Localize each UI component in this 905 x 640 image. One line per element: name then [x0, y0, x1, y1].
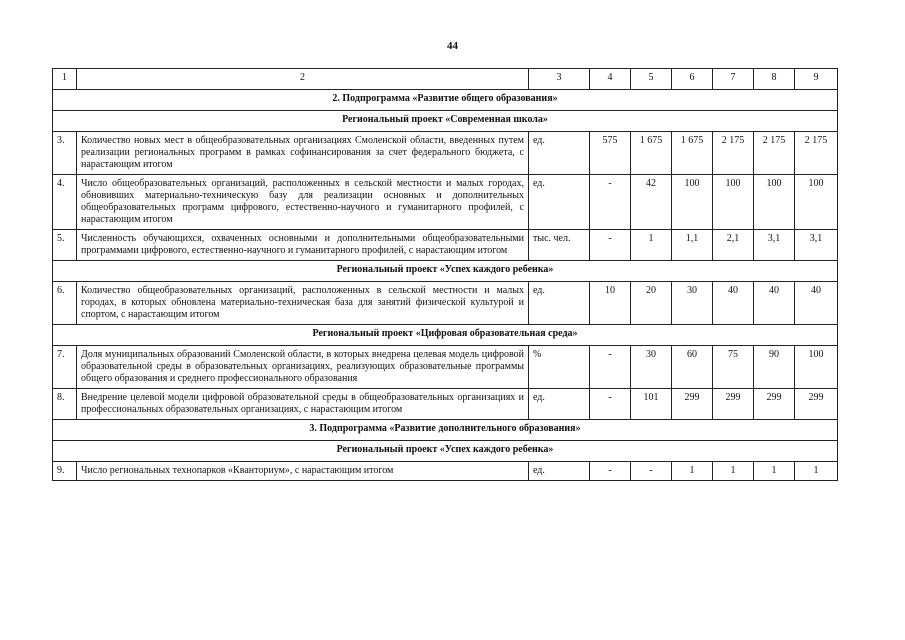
section-title: 2. Подпрограмма «Развитие общего образования» — [53, 90, 838, 111]
table-row — [53, 230, 838, 261]
indicator-value: 299 — [713, 389, 754, 420]
table-row — [53, 132, 838, 175]
unit-of-measure: ед. — [529, 282, 590, 325]
indicator-description: Количество новых мест в общеобразовательных организациях Смоленской области, введенных путем реализации региональных программ в рамках софинансирования за счет федерального бюджета, с нарастающим итогом — [77, 132, 529, 175]
unit-of-measure: ед. — [529, 132, 590, 175]
header-cell: 5 — [631, 69, 672, 90]
section-row — [53, 325, 838, 346]
indicator-value: 1 — [672, 462, 713, 481]
section-title: Региональный проект «Современная школа» — [53, 111, 838, 132]
header-row — [53, 69, 838, 90]
indicator-value: 40 — [713, 282, 754, 325]
unit-of-measure: ед. — [529, 462, 590, 481]
row-number: 5. — [53, 230, 77, 261]
indicator-description: Число общеобразовательных организаций, расположенных в сельской местности и малых городах, обновивших материально-техническую базу для реализации основных и дополнительных общеобразовательных программ цифрового, естественно-научного и гуманитарного профилей, с нарастающим итогом — [77, 175, 529, 230]
indicator-value: 2,1 — [713, 230, 754, 261]
indicator-value: 3,1 — [795, 230, 838, 261]
section-title: Региональный проект «Успех каждого ребенка» — [53, 261, 838, 282]
unit-of-measure: % — [529, 346, 590, 389]
indicator-value: 101 — [631, 389, 672, 420]
header-cell: 4 — [590, 69, 631, 90]
indicator-description: Доля муниципальных образований Смоленской области, в которых внедрена целевая модель цифровой образовательной среды в образовательных организациях, реализующих образовательные программы общего образования и среднего профессионального образования — [77, 346, 529, 389]
header-cell: 6 — [672, 69, 713, 90]
indicator-value: 1 — [795, 462, 838, 481]
indicator-value: 1 675 — [672, 132, 713, 175]
indicator-value: 3,1 — [754, 230, 795, 261]
indicator-value: 42 — [631, 175, 672, 230]
indicator-value: 100 — [754, 175, 795, 230]
section-row — [53, 441, 838, 462]
indicator-value: 100 — [713, 175, 754, 230]
indicator-value: 75 — [713, 346, 754, 389]
unit-of-measure: ед. — [529, 389, 590, 420]
header-cell: 1 — [53, 69, 77, 90]
indicator-value: 575 — [590, 132, 631, 175]
indicator-value: 10 — [590, 282, 631, 325]
indicator-value: 299 — [754, 389, 795, 420]
page-number: 44 — [447, 40, 458, 52]
indicator-value: 100 — [672, 175, 713, 230]
row-number: 4. — [53, 175, 77, 230]
indicator-value: 2 175 — [795, 132, 838, 175]
section-row — [53, 261, 838, 282]
indicator-description: Количество общеобразовательных организаций, расположенных в сельской местности и малых городах, в которых обновлена материально-техническая база для занятий физической культурой и спортом, с нарастающим итогом — [77, 282, 529, 325]
unit-of-measure: тыс. чел. — [529, 230, 590, 261]
indicator-value: - — [590, 462, 631, 481]
indicator-value: 1 — [754, 462, 795, 481]
indicator-value: 40 — [754, 282, 795, 325]
header-cell: 7 — [713, 69, 754, 90]
section-title: 3. Подпрограмма «Развитие дополнительного образования» — [53, 420, 838, 441]
indicator-value: - — [590, 389, 631, 420]
header-cell: 3 — [529, 69, 590, 90]
unit-of-measure: ед. — [529, 175, 590, 230]
section-row — [53, 90, 838, 111]
indicator-value: 30 — [631, 346, 672, 389]
indicator-value: 1,1 — [672, 230, 713, 261]
indicator-value: 40 — [795, 282, 838, 325]
table-row — [53, 346, 838, 389]
row-number: 3. — [53, 132, 77, 175]
indicator-value: 2 175 — [713, 132, 754, 175]
indicator-value: - — [590, 346, 631, 389]
indicator-value: - — [590, 230, 631, 261]
indicator-description: Внедрение целевой модели цифровой образовательной среды в общеобразовательных организациях и профессиональных образовательных организациях, с нарастающим итогом — [77, 389, 529, 420]
row-number: 8. — [53, 389, 77, 420]
header-cell: 9 — [795, 69, 838, 90]
indicator-value: 100 — [795, 175, 838, 230]
indicator-value: 100 — [795, 346, 838, 389]
indicators-table — [52, 68, 838, 481]
indicator-value: 1 — [713, 462, 754, 481]
table-row — [53, 389, 838, 420]
table-row — [53, 462, 838, 481]
header-cell: 2 — [77, 69, 529, 90]
indicator-description: Число региональных технопарков «Кванториум», с нарастающим итогом — [77, 462, 529, 481]
section-title: Региональный проект «Успех каждого ребенка» — [53, 441, 838, 462]
row-number: 9. — [53, 462, 77, 481]
indicator-value: - — [590, 175, 631, 230]
indicator-value: 30 — [672, 282, 713, 325]
indicator-value: 60 — [672, 346, 713, 389]
section-row — [53, 111, 838, 132]
section-row — [53, 420, 838, 441]
indicator-value: 2 175 — [754, 132, 795, 175]
table-row — [53, 175, 838, 230]
indicator-value: 90 — [754, 346, 795, 389]
row-number: 6. — [53, 282, 77, 325]
section-title: Региональный проект «Цифровая образовательная среда» — [53, 325, 838, 346]
indicator-value: 1 675 — [631, 132, 672, 175]
indicator-description: Численность обучающихся, охваченных основными и дополнительными общеобразовательными программами цифрового, естественно-научного и гуманитарного профилей, с нарастающим итогом — [77, 230, 529, 261]
table-row — [53, 282, 838, 325]
indicator-value: 20 — [631, 282, 672, 325]
row-number: 7. — [53, 346, 77, 389]
indicator-value: 299 — [672, 389, 713, 420]
indicator-value: 299 — [795, 389, 838, 420]
indicator-value: 1 — [631, 230, 672, 261]
header-cell: 8 — [754, 69, 795, 90]
indicator-value: - — [631, 462, 672, 481]
